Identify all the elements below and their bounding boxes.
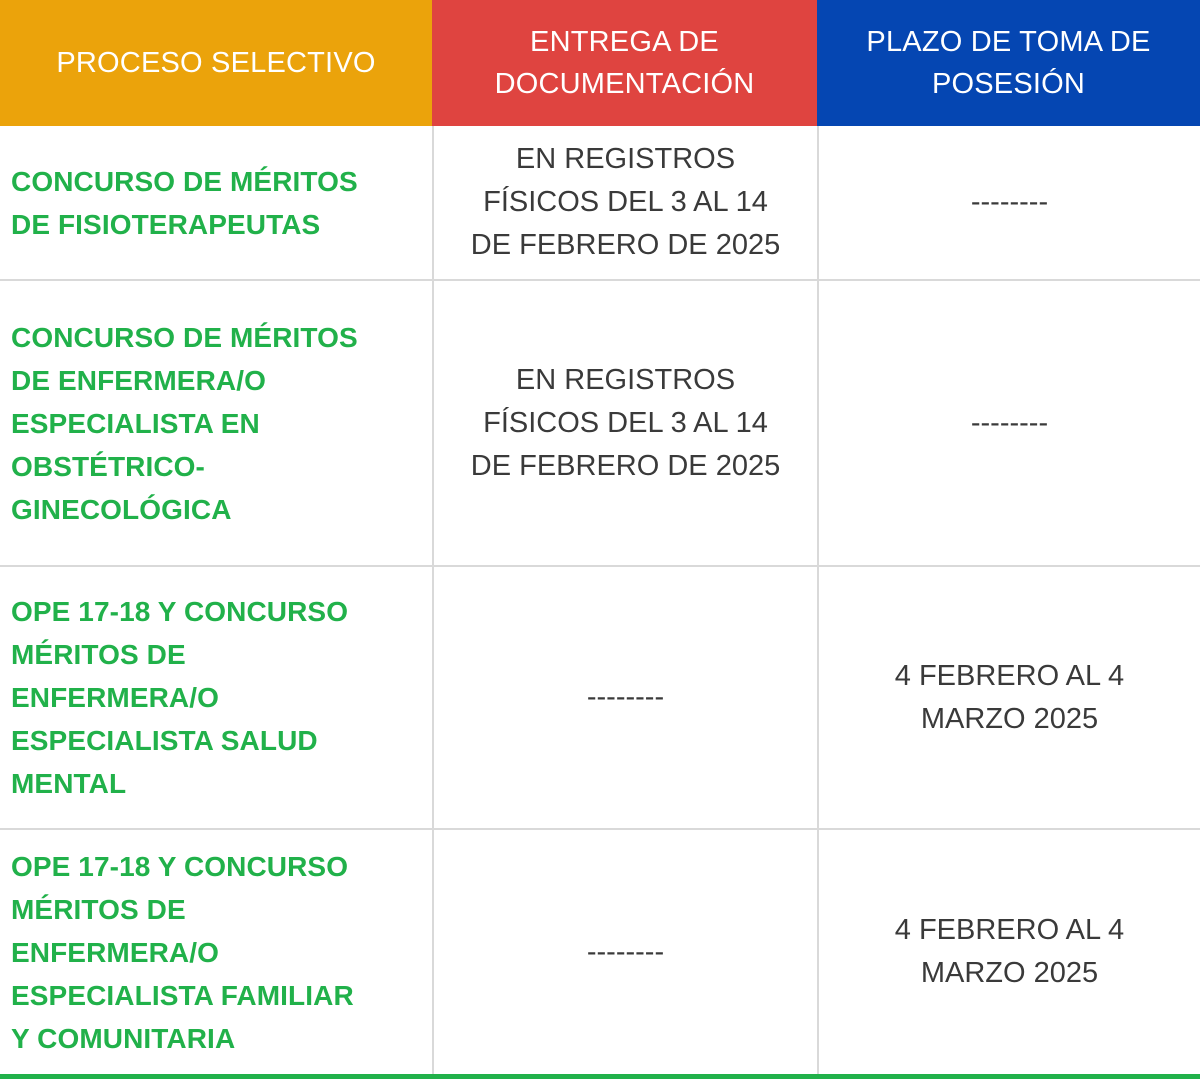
process-name: OPE 17-18 Y CONCURSO MÉRITOS DE ENFERMERA/O ESPECIALISTA SALUD MENTAL [11,596,349,799]
documentation-value: -------- [586,681,665,713]
process-name: OPE 17-18 Y CONCURSO MÉRITOS DE ENFERMERA/O ESPECIALISTA FAMILIAR Y COMUNITARIA [11,850,354,1054]
table-header [0,0,1200,126]
documentation-cell [432,281,817,567]
header-possession-label: PLAZO DE TOMA DE POSESIÓN [866,26,1151,100]
process-cell [0,567,432,830]
documentation-value: -------- [586,935,665,968]
process-cell [0,126,432,281]
possession-value: 4 FEBRERO AL 4 MARZO 2025 [894,914,1125,989]
header-process-label: PROCESO SELECTIVO [56,47,376,79]
possession-value: -------- [970,186,1049,218]
documentation-cell [432,126,817,281]
possession-cell [817,126,1200,281]
table-row [0,567,1200,830]
possession-value: 4 FEBRERO AL 4 MARZO 2025 [894,659,1125,735]
documentation-cell [432,567,817,830]
header-possession [817,0,1200,126]
process-cell [0,830,432,1074]
documentation-cell [432,830,817,1074]
possession-value: -------- [970,406,1049,439]
header-process [0,0,432,126]
header-documentation-label: ENTREGA DE DOCUMENTACIÓN [494,26,755,100]
table-row [0,281,1200,567]
process-cell [0,281,432,567]
possession-cell [817,281,1200,567]
possession-cell [817,830,1200,1074]
possession-cell [817,567,1200,830]
bottom-divider [0,1074,1200,1079]
table-row [0,830,1200,1074]
documentation-value: EN REGISTROS FÍSICOS DEL 3 AL 14 DE FEBRERO DE 2025 [470,363,781,482]
table-row [0,126,1200,281]
documentation-value: EN REGISTROS FÍSICOS DEL 3 AL 14 DE FEBRERO DE 2025 [470,143,781,261]
process-name: CONCURSO DE MÉRITOS DE ENFERMERA/O ESPECIALISTA EN OBSTÉTRICO- GINECOLÓGICA [11,321,358,525]
process-name: CONCURSO DE MÉRITOS DE FISIOTERAPEUTAS [11,165,358,240]
header-documentation [432,0,817,126]
